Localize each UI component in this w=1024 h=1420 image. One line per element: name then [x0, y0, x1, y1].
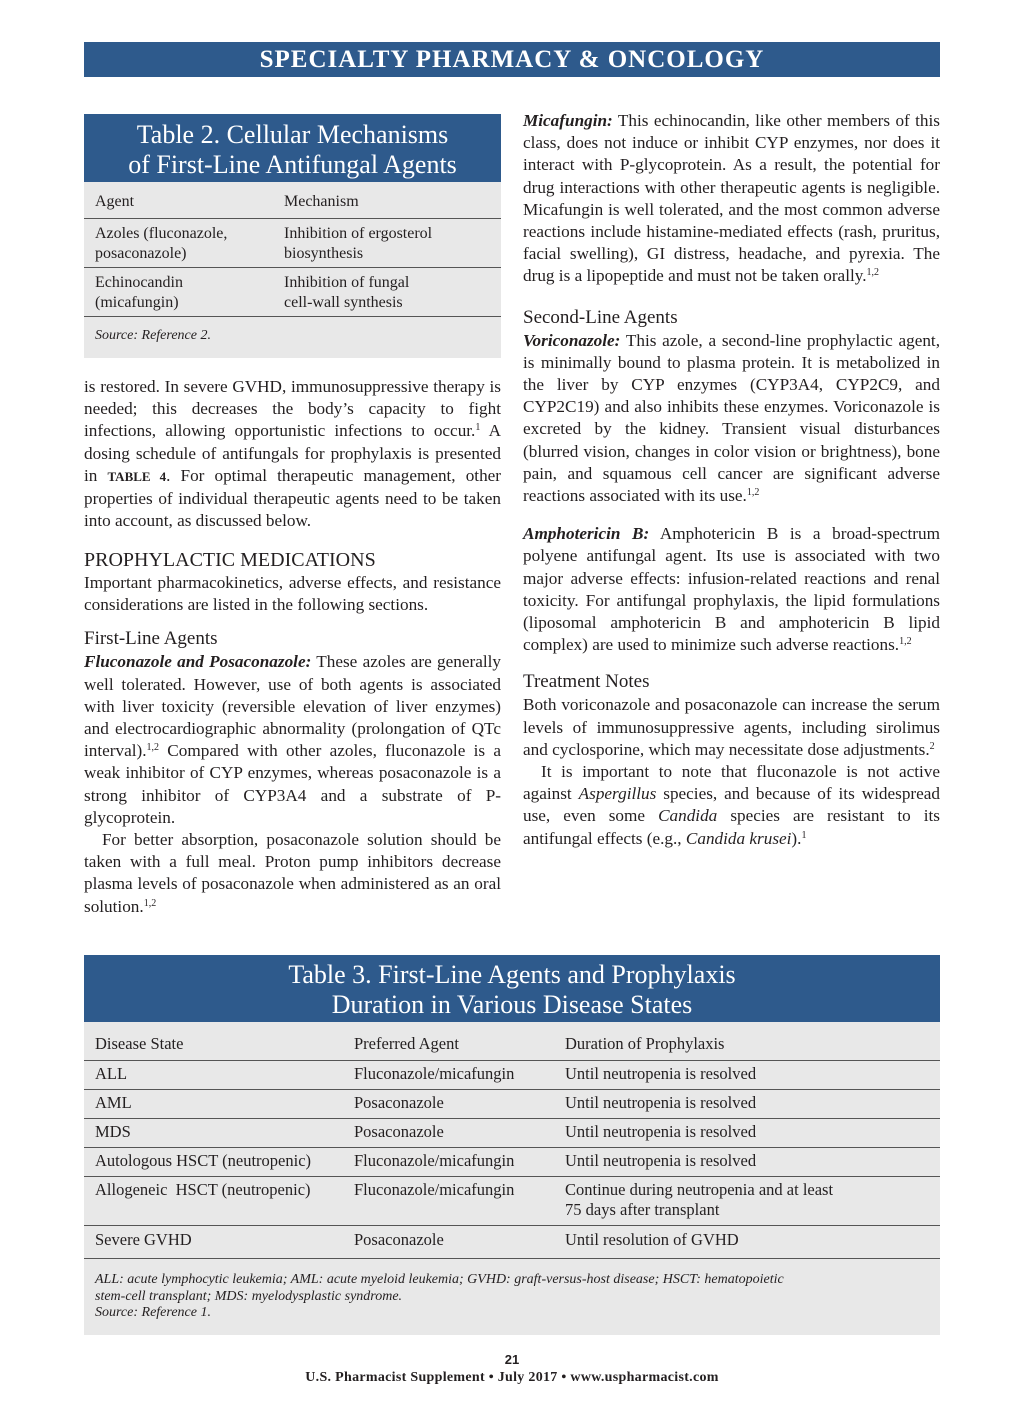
table-2-header-row — [84, 182, 501, 219]
paragraph: Amphotericin B: Amphotericin B is a broad-spectrum polyene antifungal agent. Its use is associated with two major adverse effects: infusion-related reactions and renal toxicity. For antifungal prophylaxis, the lipid formulations (liposomal amphotericin B and amphotericin B lipid complex) are used to minimize such adverse reactions.$^{1,2}$ — [523, 524, 940, 655]
paragraph: Both voriconazole and posaconazole can increase the serum levels of immunosuppressive agents, including sirolimus and cyclosporine, which may necessitate dose adjustments.$^2$ — [523, 695, 940, 759]
subsection-heading: First-Line Agents — [84, 628, 218, 650]
table-2-source: Source: Reference 2. — [95, 328, 211, 343]
column-header: Disease State — [95, 1034, 184, 1053]
section-heading: PROPHYLACTIC MEDICATIONS — [84, 549, 376, 571]
table-row: Echinocandin (micafungin) Inhibition of fungal cell-wall synthesis — [84, 268, 501, 317]
paragraph: It is important to note that fluconazole is not active against Aspergillus species, and because of its widespread use, even some Candida species are resistant to its antifungal effects (e.g., Candida krusei).$^1$ — [523, 762, 940, 848]
column-header: Duration of Prophylaxis — [565, 1034, 725, 1053]
subsection-heading: Second-Line Agents — [523, 306, 678, 328]
paragraph: Micafungin: This echinocandin, like other members of this class, does not induce or inhibit CYP enzymes, nor does it interact with P-glycoprotein. As a result, the potential for drug interactions with other therapeutic agents is negligible. Micafungin is well tolerated, and the most common adverse reactions include histamine-mediated effects (rash, pruritus, facial swelling), GI distress, headache, and pyrexia. The drug is a lipopeptide and must not be taken orally.$^{1,2}$ — [523, 111, 940, 286]
paragraph: Fluconazole and Posaconazole: These azoles are generally well tolerated. However, use of both agents is associated with liver toxicity (reversible elevation of liver enzymes) and electrocardiographic abnormality (prolongation of QTc interval).$^{1,2}$ Compared with other azoles, fluconazole is a weak inhibitor of CYP enzymes, whereas posaconazole is a strong inhibitor of CYP3A4 and a substrate of P-glycoprotein. — [84, 652, 501, 827]
right-column — [523, 110, 940, 850]
table-row: ALL Fluconazole/micafungin Until neutropenia is resolved — [84, 1061, 940, 1090]
table-row: Severe GVHD Posaconazole Until resolution of GVHD — [84, 1226, 940, 1259]
paragraph: is restored. In severe GVHD, immunosuppressive therapy is needed; this decreases the body’s capacity to fight infections, allowing opportunistic infections to occur.$^1$ A dosing schedule of antifungals for prophylaxis is presented in TABLE 4. For optimal therapeutic management, other properties of individual therapeutic agents need to be taken into account, as discussed below. — [84, 377, 502, 531]
section-banner: SPECIALTY PHARMACY & ONCOLOGY — [84, 42, 940, 77]
page-number: 21 — [504, 1352, 520, 1367]
table-row: MDS Posaconazole Until neutropenia is resolved — [84, 1119, 940, 1148]
table-row: Autologous HSCT (neutropenic) Fluconazole/micafungin Until neutropenia is resolved — [84, 1148, 940, 1177]
table-row: AML Posaconazole Until neutropenia is resolved — [84, 1090, 940, 1119]
table-3-title: Table 3. First-Line Agents and Prophylaxis Duration in Various Disease States — [84, 955, 940, 1022]
table-3 — [84, 955, 940, 1335]
table-2-title: Table 2. Cellular Mechanisms of First-Line Antifungal Agents — [84, 114, 501, 182]
table-3-footnote: ALL: acute lymphocytic leukemia; AML: acute myeloid leukemia; GVHD: graft-versus-host disease; HSCT: hematopoietic stem-cell transplant; MDS: myelodysplastic syndrome. Source: Reference 1. — [95, 1272, 784, 1320]
column-header: Mechanism — [284, 193, 359, 210]
publication-footer: U.S. Pharmacist Supplement • July 2017 • www.uspharmacist.com — [305, 1370, 719, 1385]
paragraph: Important pharmacokinetics, adverse effects, and resistance considerations are listed in the following sections. — [84, 573, 501, 615]
column-header: Agent — [95, 193, 135, 210]
subsection-heading: Treatment Notes — [523, 671, 650, 693]
left-column-bottom — [84, 548, 501, 918]
left-column-top — [84, 376, 501, 532]
table-row: Allogeneic HSCT (neutropenic) Fluconazole/micafungin Continue during neutropenia and at least 75 days after transplant — [84, 1177, 940, 1226]
column-header: Preferred Agent — [354, 1034, 459, 1053]
paragraph: Voriconazole: This azole, a second-line prophylactic agent, is minimally bound to plasma protein. It is metabolized in the liver by CYP enzymes (CYP3A4, CYP2C9, and CYP2C19) and also inhibits these enzymes. Voriconazole is excreted by the kidney. Transient visual disturbances (blurred vision, changes in color vision or brightness), bone pain, and squamous cell cancer are significant adverse reactions associated with its use.$^{1,2}$ — [523, 330, 940, 506]
table-row: Azoles (fluconazole, posaconazole) Inhibition of ergosterol biosynthesis — [84, 219, 501, 268]
table-2 — [84, 114, 501, 358]
paragraph: For better absorption, posaconazole solution should be taken with a full meal. Proton pump inhibitors decrease plasma levels of posaconazole when administered as an oral solution.$^{1,2}$ — [84, 830, 501, 916]
table-3-header-row — [84, 1022, 940, 1061]
